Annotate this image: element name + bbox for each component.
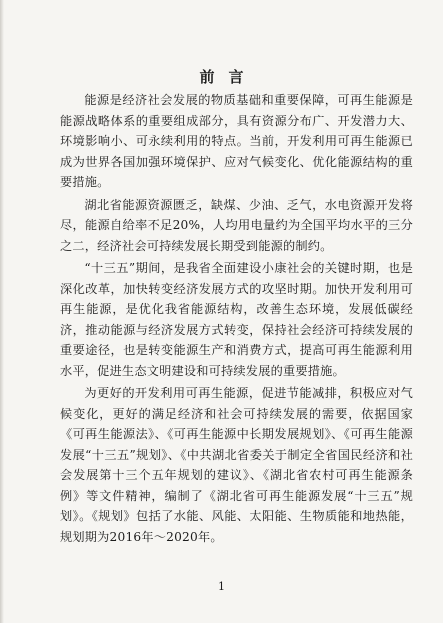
page-number: 1 <box>218 580 225 593</box>
paragraph-2: 湖北省能源资源匮乏，缺煤、少油、乏气，水电资源开发将尽，能源自给率不足20%，人均用电量约为全国平均水平的三分之二，经济社会可持续发展长期受到能源的制约。 <box>60 197 413 253</box>
document-body <box>60 90 413 547</box>
page-title: 前言 <box>199 68 258 86</box>
paragraph-4: 为更好的开发利用可再生能源，促进节能减排，积极应对气候变化，更好的满足经济和社会可持续发展的需要，依据国家《可再生能源法》、《可再生能源中长期发展规划》、《可再生能源发展“十三五”规划》、《中共湖北省委关于制定全省国民经济和社会发展第十三个五年规划的建议》、《湖北省农村可再生能源条例》等文件精神，编制了《湖北省可再生能源发展“十三五”规划》。《规划》包括了水能、风能、太阳能、生物质能和地热能，规划期为2016年～2020年。 <box>60 386 413 544</box>
paragraph-3: “十三五”期间，是我省全面建设小康社会的关键时期，也是深化改革，加快转变经济发展方式的攻坚时期。加快开发利用可再生能源，是优化我省能源结构，改善生态环境，发展低碳经济，推动能源与经济发展方式转变，保持社会经济可持续发展的重要途径，也是转变能源生产和消费方式，提高可再生能源利用水平，促进生态文明建设和可持续发展的重要措施。 <box>60 261 413 378</box>
paragraph-1: 能源是经济社会发展的物质基础和重要保障，可再生能源是能源战略体系的重要组成部分，具有资源分布广、开发潜力大、环境影响小、可永续利用的特点。当前，开发利用可再生能源已成为世界各国加强环境保护、应对气候变化、优化能源结构的重要措施。 <box>60 93 413 189</box>
